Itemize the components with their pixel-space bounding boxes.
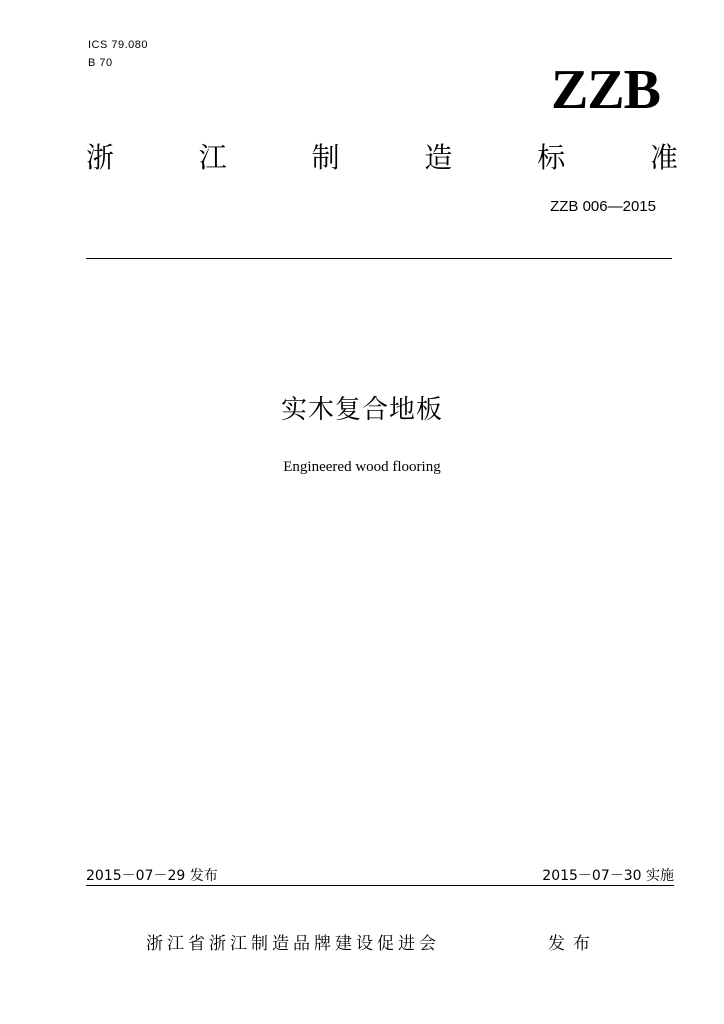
issuing-organization: 浙江省浙江制造品牌建设促进会 — [146, 934, 440, 954]
standard-title-char: 造 — [424, 141, 453, 174]
ics-code: ICS 79.080 — [88, 39, 149, 51]
standard-title-char: 浙 — [86, 141, 115, 174]
document-title-english: Engineered wood flooring — [283, 459, 441, 475]
standard-category-title — [86, 140, 678, 176]
footer-divider — [86, 885, 674, 886]
document-title-chinese: 实木复合地板 — [280, 395, 443, 425]
standard-title-char: 标 — [537, 141, 566, 174]
issue-label: 发布 — [548, 934, 598, 954]
ccs-code: B 70 — [88, 57, 113, 69]
header-divider — [86, 258, 672, 259]
standard-title-char: 江 — [198, 141, 227, 174]
implementation-date: 2015－07－30 实施 — [542, 868, 674, 884]
standard-logo: ZZB — [550, 59, 660, 121]
standard-number: ZZB 006—2015 — [550, 198, 656, 215]
standard-title-char: 准 — [649, 141, 678, 174]
standard-title-char: 制 — [311, 141, 340, 174]
publish-date: 2015－07－29 发布 — [86, 868, 218, 884]
